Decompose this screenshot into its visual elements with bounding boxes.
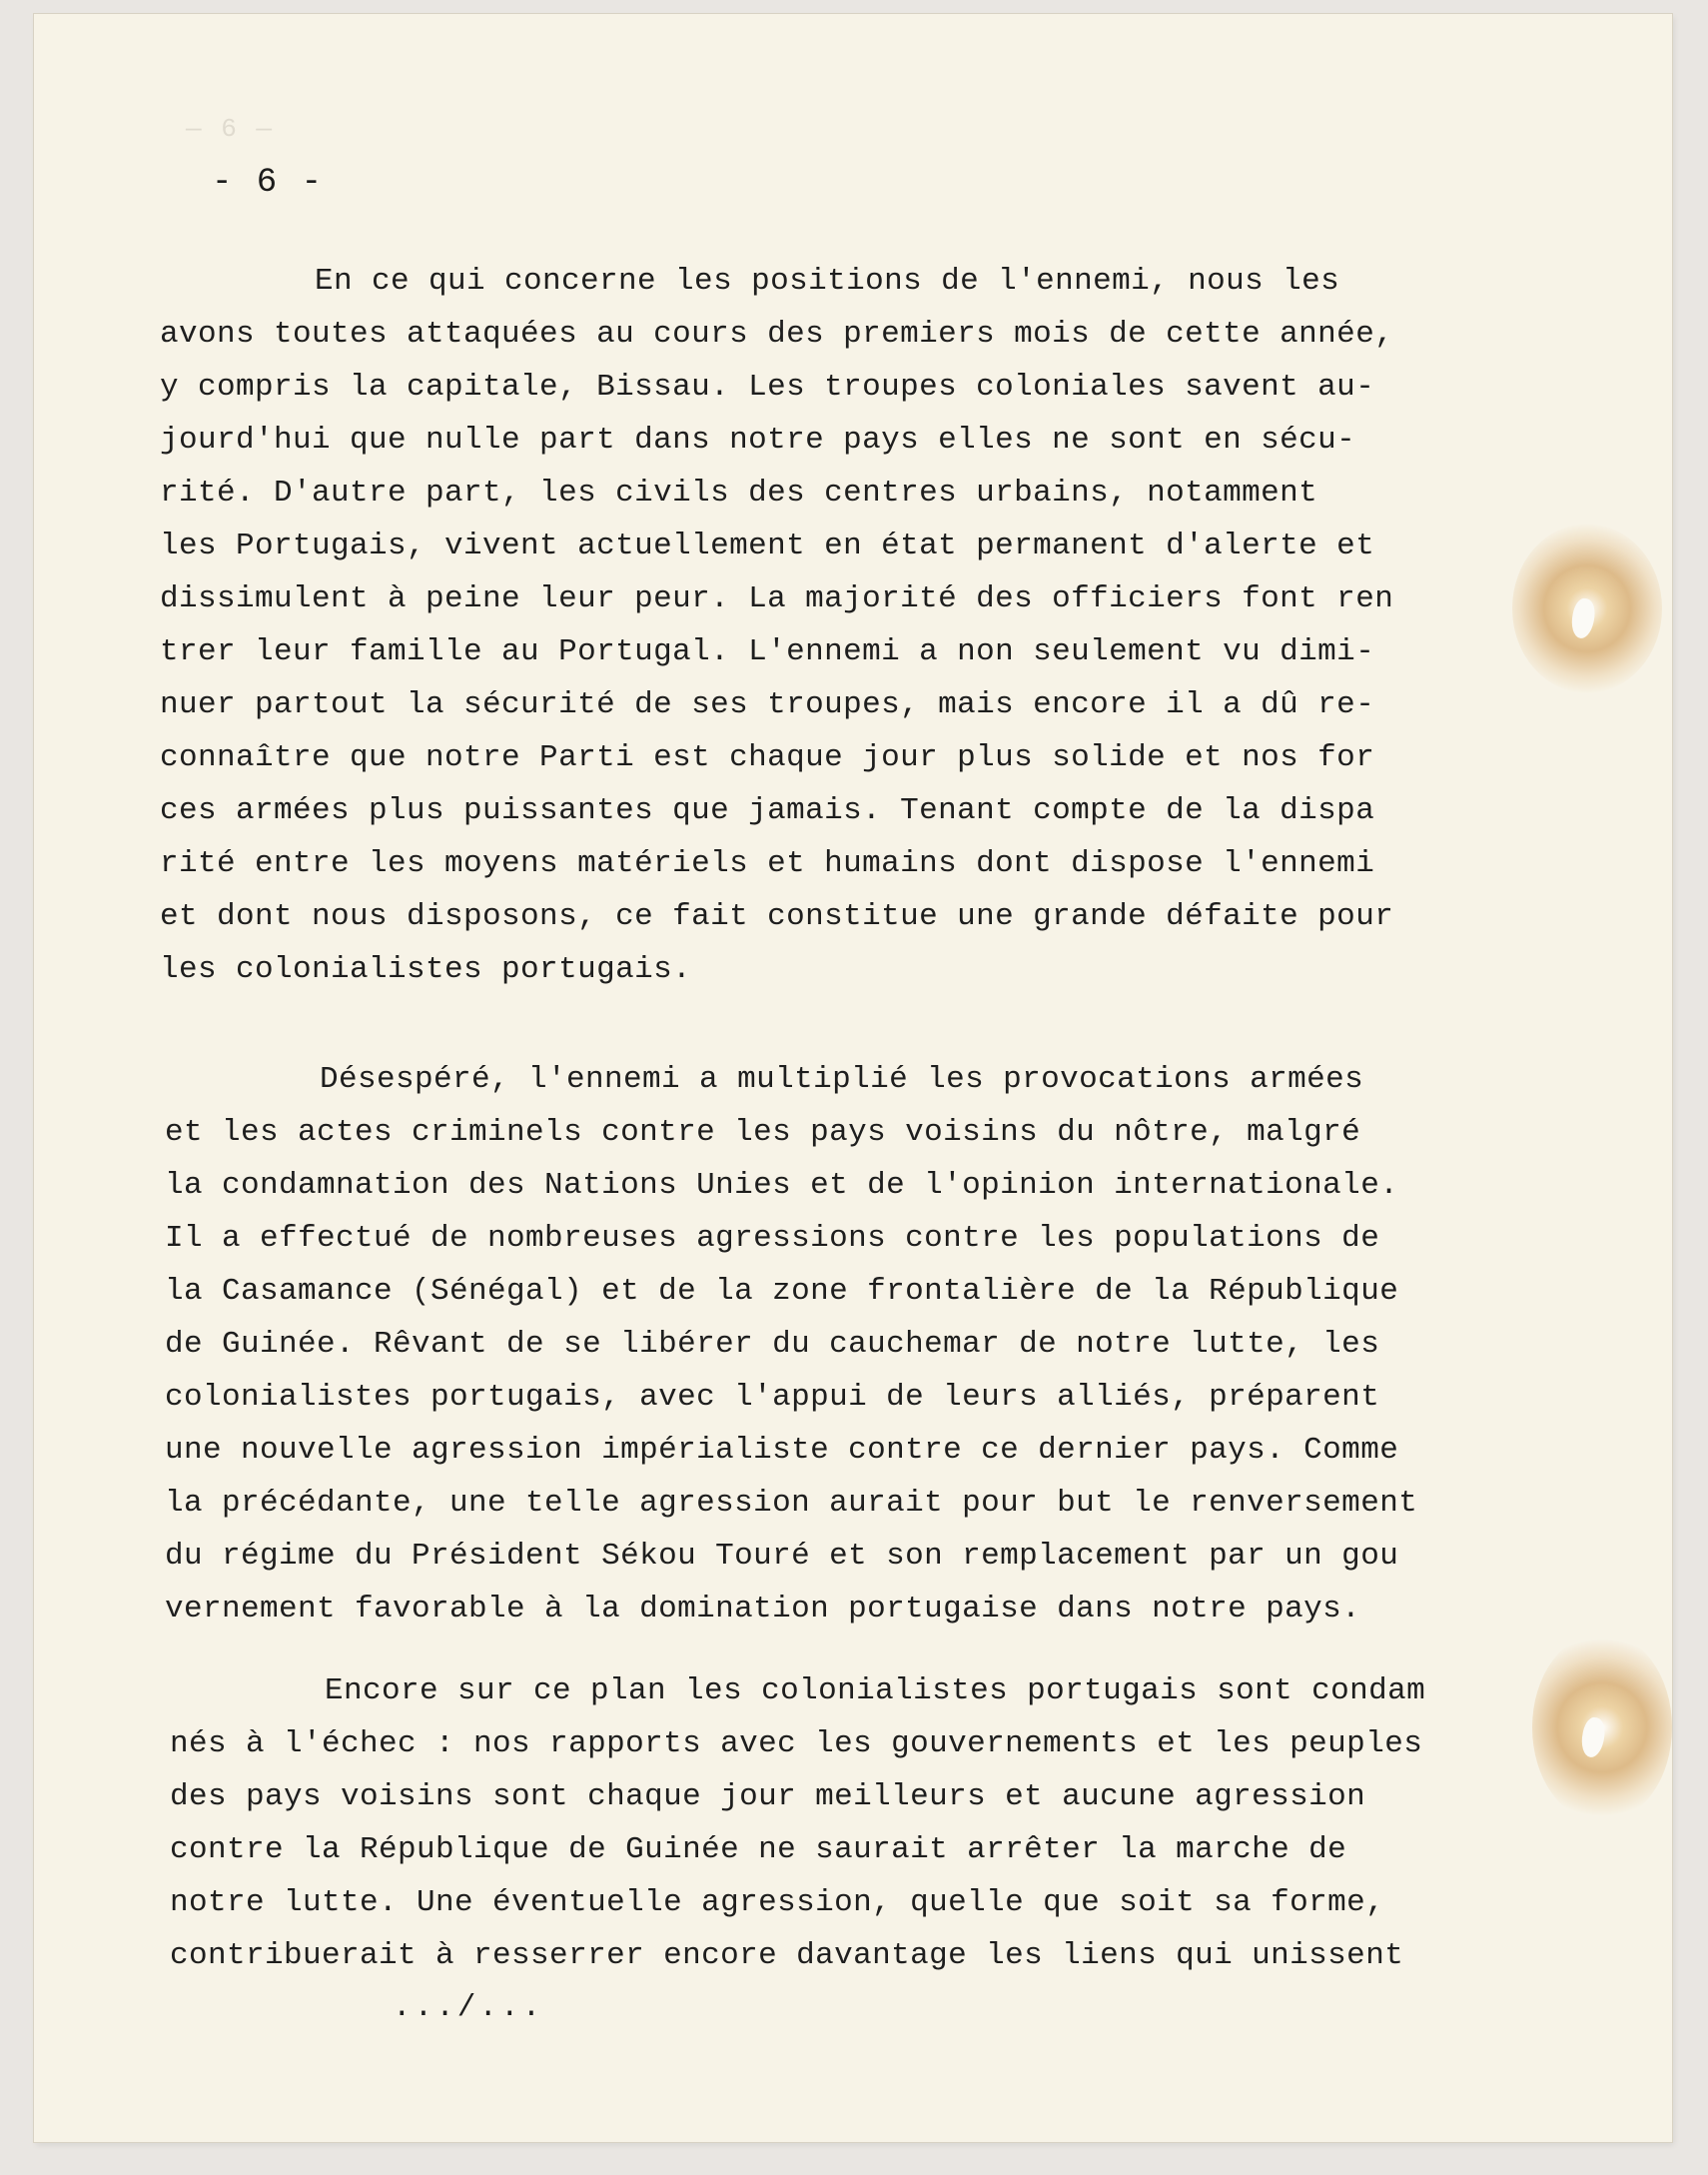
text-line: rité. D'autre part, les civils des centres urbains, notamment bbox=[160, 476, 1318, 511]
text-line: la condamnation des Nations Unies et de l'opinion internationale. bbox=[165, 1168, 1399, 1203]
text-line: les colonialistes portugais. bbox=[160, 952, 692, 987]
text-line: avons toutes attaquées au cours des premiers mois de cette année, bbox=[160, 317, 1394, 352]
text-line: et les actes criminels contre les pays voisins du nôtre, malgré bbox=[165, 1115, 1361, 1150]
text-line: Désespéré, l'ennemi a multiplié les provocations armées bbox=[320, 1062, 1364, 1097]
text-line: et dont nous disposons, ce fait constitue une grande défaite pour bbox=[160, 899, 1394, 934]
page-number: - 6 - bbox=[212, 164, 325, 202]
text-line: ces armées plus puissantes que jamais. Tenant compte de la dispa bbox=[160, 793, 1375, 828]
text-line: rité entre les moyens matériels et humains dont dispose l'ennemi bbox=[160, 846, 1375, 881]
text-line: vernement favorable à la domination portugaise dans notre pays. bbox=[165, 1592, 1361, 1627]
text-line: jourd'hui que nulle part dans notre pays elles ne sont en sécu- bbox=[160, 423, 1356, 458]
text-line: la Casamance (Sénégal) et de la zone frontalière de la République bbox=[165, 1274, 1399, 1309]
text-line: En ce qui concerne les positions de l'ennemi, nous les bbox=[315, 264, 1340, 299]
text-line: les Portugais, vivent actuellement en état permanent d'alerte et bbox=[160, 529, 1375, 563]
text-line: contribuerait à resserrer encore davantage les liens qui unissent bbox=[170, 1938, 1404, 1973]
text-line: trer leur famille au Portugal. L'ennemi a non seulement vu dimi- bbox=[160, 634, 1375, 669]
text-line: dissimulent à peine leur peur. La majorité des officiers font ren bbox=[160, 581, 1394, 616]
text-line: des pays voisins sont chaque jour meilleurs et aucune agression bbox=[170, 1779, 1366, 1814]
text-line: de Guinée. Rêvant de se libérer du cauchemar de notre lutte, les bbox=[165, 1327, 1380, 1362]
text-line: connaître que notre Parti est chaque jour plus solide et nos for bbox=[160, 740, 1375, 775]
faint-show-through-header: — 6 — bbox=[186, 114, 275, 144]
text-line: nés à l'échec : nos rapports avec les gouvernements et les peuples bbox=[170, 1726, 1423, 1761]
text-line: colonialistes portugais, avec l'appui de leurs alliés, préparent bbox=[165, 1380, 1380, 1415]
text-line: contre la République de Guinée ne saurait arrêter la marche de bbox=[170, 1832, 1347, 1867]
text-line: du régime du Président Sékou Touré et son remplacement par un gou bbox=[165, 1539, 1399, 1574]
text-line: Encore sur ce plan les colonialistes portugais sont condam bbox=[325, 1673, 1426, 1708]
text-line: y compris la capitale, Bissau. Les troupes coloniales savent au- bbox=[160, 370, 1375, 405]
text-line: la précédante, une telle agression aurait pour but le renversement bbox=[165, 1486, 1418, 1521]
continuation-mark: .../... bbox=[393, 1990, 544, 2025]
text-line: Il a effectué de nombreuses agressions contre les populations de bbox=[165, 1221, 1380, 1256]
text-line: notre lutte. Une éventuelle agression, quelle que soit sa forme, bbox=[170, 1885, 1385, 1920]
text-line: une nouvelle agression impérialiste contre ce dernier pays. Comme bbox=[165, 1433, 1399, 1468]
text-line: nuer partout la sécurité de ses troupes, mais encore il a dû re- bbox=[160, 687, 1375, 722]
